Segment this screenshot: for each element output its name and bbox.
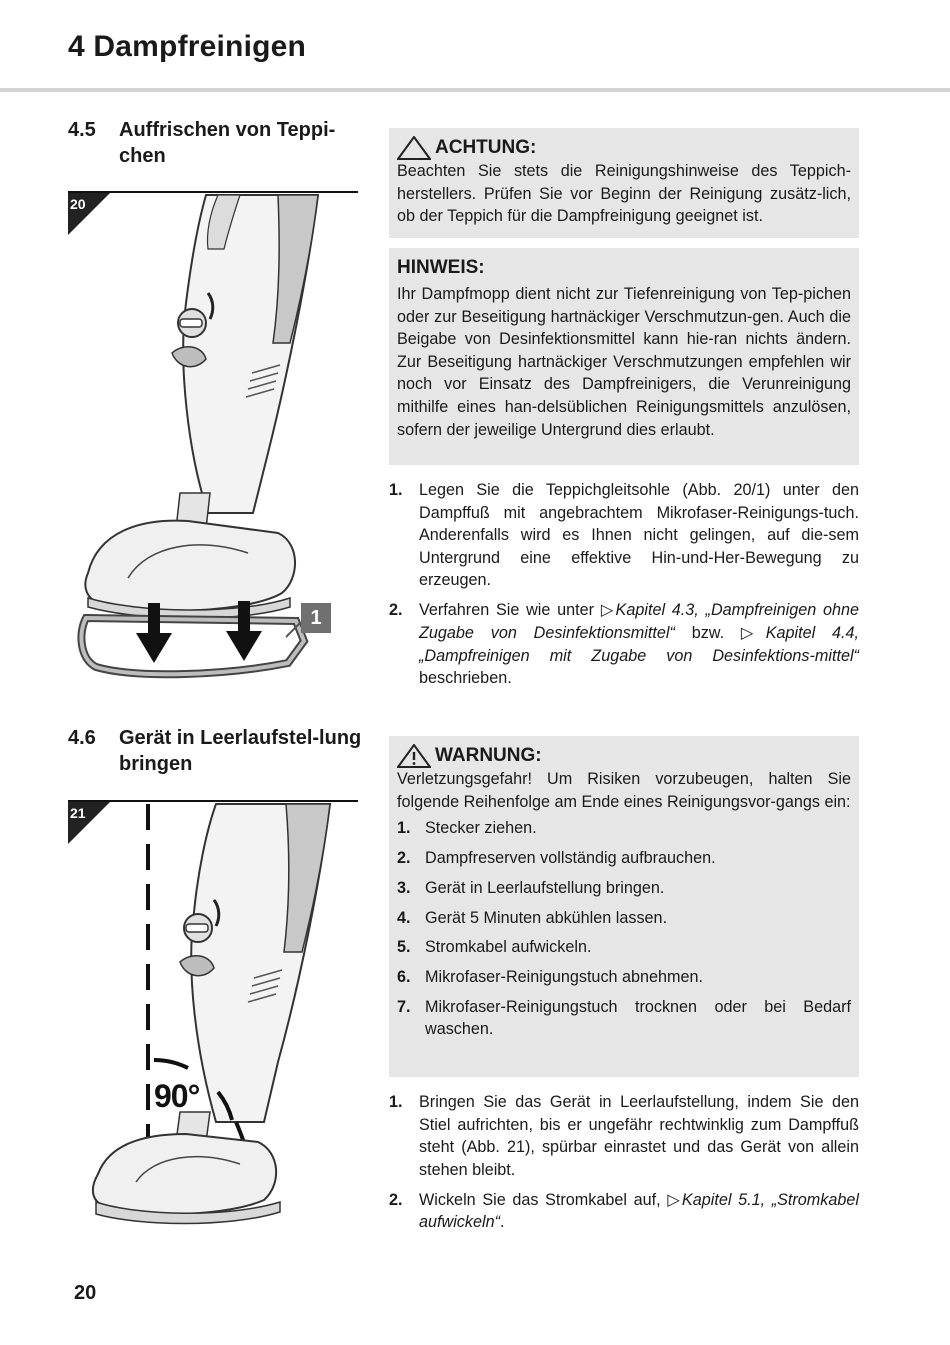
header-rule bbox=[0, 88, 950, 92]
step-text-post: . bbox=[499, 1213, 505, 1232]
figure-number: 21 bbox=[70, 805, 86, 821]
section-heading-4-6 bbox=[68, 725, 368, 777]
page-number: 20 bbox=[74, 1282, 97, 1304]
note-heading: HINWEIS: bbox=[397, 257, 485, 278]
warning-box bbox=[389, 736, 859, 1077]
list-item bbox=[389, 479, 859, 592]
warning-triangle-icon bbox=[397, 136, 431, 160]
step-number: 2. bbox=[389, 601, 403, 620]
step-number: 1. bbox=[389, 481, 403, 499]
warning-exclamation-icon bbox=[397, 744, 431, 768]
chapter-title: 4 Dampfreinigen bbox=[68, 30, 307, 63]
step-number: 2. bbox=[397, 848, 411, 867]
section-number: 4.5 bbox=[68, 119, 96, 141]
step-text: Mikrofaser-Reinigungstuch trocknen oder bei Bedarf waschen. bbox=[425, 997, 851, 1039]
step-text-mid: bzw. bbox=[674, 624, 741, 643]
step-text: Gerät in Leerlaufstellung bringen. bbox=[425, 878, 665, 897]
caution-box bbox=[389, 128, 859, 238]
list-item bbox=[397, 907, 851, 930]
cross-reference-arrow-icon: ▷ bbox=[667, 1190, 682, 1209]
section-title: Auffrischen von Teppi-chen bbox=[119, 119, 336, 167]
list-item bbox=[397, 817, 851, 840]
step-text: Mikrofaser-Reinigungstuch abnehmen. bbox=[425, 968, 704, 987]
figure-steam-mop-upright bbox=[68, 802, 368, 1242]
step-text: Bringen Sie das Gerät in Leerlaufstellung, indem Sie den Stiel aufrichten, bis er ungefähr rechtwinklig zum Dampffuß steht (Abb. 21), spürbar einrastet und das Gerät von allein stehen bleibt. bbox=[419, 1093, 859, 1179]
step-text: Stromkabel aufwickeln. bbox=[425, 938, 592, 957]
step-text: Stecker ziehen. bbox=[425, 819, 537, 838]
angle-label: 90° bbox=[154, 1078, 200, 1114]
list-item bbox=[397, 996, 851, 1041]
step-number: 3. bbox=[397, 878, 411, 897]
step-text: Gerät 5 Minuten abkühlen lassen. bbox=[425, 908, 668, 927]
warning-heading bbox=[397, 744, 851, 768]
warning-steps-list bbox=[397, 817, 851, 1041]
note-box bbox=[389, 248, 859, 465]
step-number: 1. bbox=[389, 1093, 403, 1111]
cross-reference-link[interactable]: Kapitel 4.3, „Dampfreinigen ohne Zugabe von Desinfektionsmittel“ bbox=[419, 601, 859, 643]
list-item bbox=[389, 1189, 859, 1234]
step-number: 6. bbox=[397, 968, 411, 987]
warning-text: Verletzungsgefahr! Um Risiken vorzubeugen, halten Sie folgende Reihenfolge am Ende eines Reinigungsvor-gangs ein: bbox=[397, 770, 851, 811]
section-title: Gerät in Leerlaufstel-lung bringen bbox=[119, 727, 362, 775]
step-number: 7. bbox=[397, 997, 411, 1016]
figure-number: 20 bbox=[70, 196, 86, 212]
cross-reference-arrow-icon: ▷ bbox=[740, 624, 766, 643]
step-number: 5. bbox=[397, 938, 411, 957]
steps-list-4-6 bbox=[389, 1091, 859, 1242]
step-text bbox=[419, 1189, 859, 1234]
step-number: 1. bbox=[397, 819, 411, 838]
section-heading-4-5 bbox=[68, 117, 368, 169]
step-text-post: beschrieben. bbox=[419, 669, 512, 688]
step-text: Dampfreserven vollständig aufbrauchen. bbox=[425, 848, 716, 867]
step-text bbox=[419, 599, 859, 689]
cross-reference-link[interactable]: Kapitel 4.4, „Dampfreinigen mit Zugabe von Desinfektions-mittel“ bbox=[419, 624, 860, 665]
cross-reference-arrow-icon: ▷ bbox=[600, 601, 616, 620]
step-number: 2. bbox=[389, 1190, 403, 1209]
list-item bbox=[397, 847, 851, 870]
callout-label-text: 1 bbox=[310, 607, 322, 629]
list-item bbox=[397, 936, 851, 959]
steps-list-4-5 bbox=[389, 479, 859, 697]
cross-reference-link[interactable]: Kapitel 5.1, „Stromkabel aufwickeln“ bbox=[419, 1190, 859, 1232]
list-item bbox=[389, 1091, 859, 1181]
step-text-pre: Wickeln Sie das Stromkabel auf, bbox=[419, 1190, 668, 1209]
warning-label: WARNUNG: bbox=[435, 745, 542, 766]
list-item bbox=[389, 599, 859, 689]
section-number: 4.6 bbox=[68, 727, 96, 749]
step-number: 4. bbox=[397, 908, 411, 927]
note-text: Ihr Dampfmopp dient nicht zur Tiefenreinigung von Tep-pichen oder zur Beseitigung hartnäckiger Verschmutzun-gen. Auch die Beigabe von Desinfektionsmittel kann hie-ran nichts ändern. Zur Beseitigung hartnäckiger Verschmutzungen empfehlen wir noch vor Einsatz des Dampfreinigers, die Verunreinigung mithilfe eines han-delsüblichen Reinigungsmittels anzulösen, sofern der jeweilige Untergrund dies erlaubt. bbox=[397, 285, 851, 439]
caution-text: Beachten Sie stets die Reinigungshinweise des Teppich-herstellers. Prüfen Sie vor Beginn der Reinigung zusätz-lich, ob der Teppich für die Dampfreinigung geeignet ist. bbox=[397, 162, 851, 226]
step-text: Legen Sie die Teppichgleitsohle (Abb. 20/1) unter den Dampffuß mit angebrachtem Mikrofaser-Reinigungs-tuch. Anderenfalls wird es Ihnen nicht gelingen, auf die-sem Untergrund eine effektive Hin-und-Her-Bewegung zu erzeugen. bbox=[419, 481, 859, 590]
list-item bbox=[397, 877, 851, 900]
caution-label: ACHTUNG: bbox=[435, 137, 537, 158]
list-item bbox=[397, 966, 851, 989]
callout-label-1 bbox=[301, 603, 331, 633]
caution-heading bbox=[397, 136, 851, 160]
step-text-pre: Verfahren Sie wie unter bbox=[419, 601, 601, 620]
